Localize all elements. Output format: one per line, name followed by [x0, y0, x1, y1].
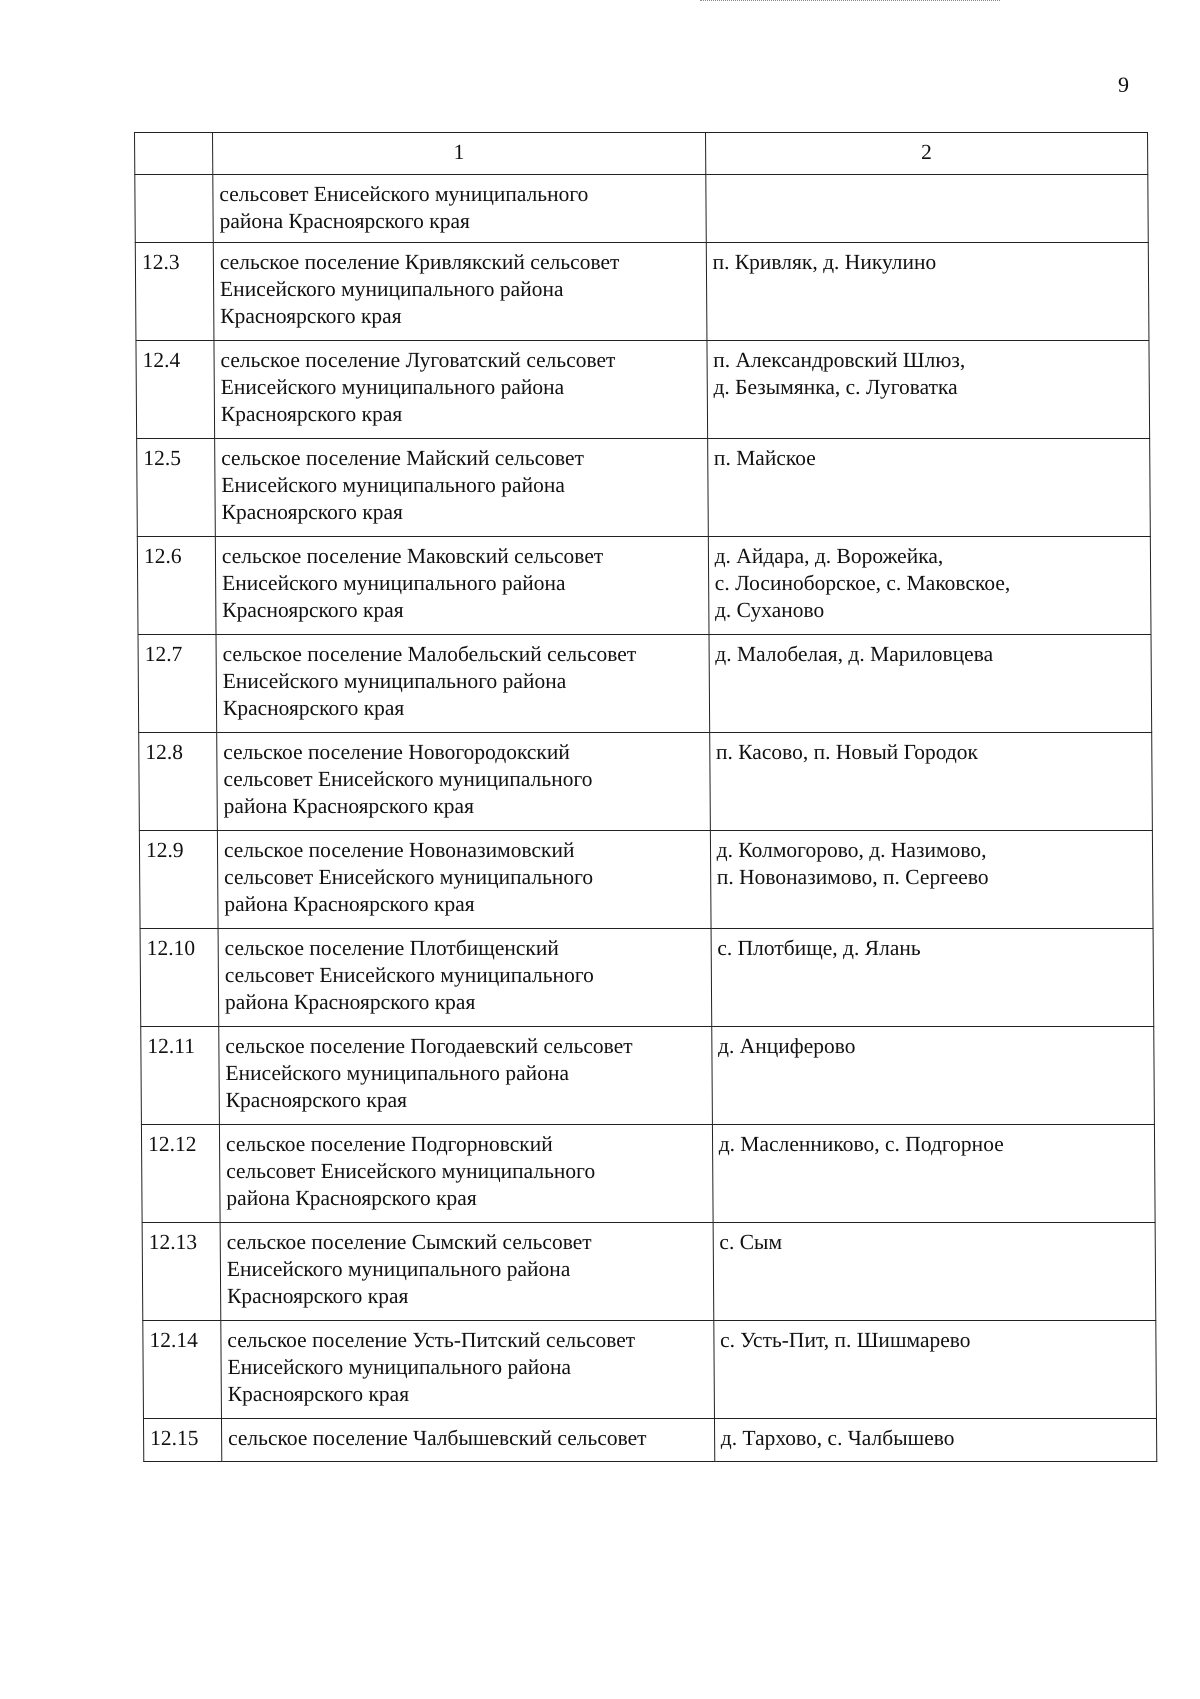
settlement-name-line: Енисейского муниципального района — [221, 571, 566, 595]
settlement-name-line: Енисейского муниципального района — [222, 669, 567, 693]
table-row — [140, 929, 1154, 1027]
locality-line: д. Айдара, д. Ворожейка, — [714, 544, 944, 568]
table-row — [137, 439, 1151, 537]
settlement-name-line: Красноярского края — [227, 1382, 410, 1406]
localities-cell — [709, 635, 1152, 733]
locality-line: д. Суханово — [714, 598, 825, 622]
settlement-name-line: сельское поселение Майский сельсовет — [221, 446, 585, 470]
header-cell-num — [135, 133, 213, 175]
settlement-name-cell — [217, 831, 710, 929]
table-row — [142, 1223, 1156, 1321]
settlement-name-line: Красноярского края — [222, 598, 404, 622]
settlement-name-line: сельское поселение Погодаевский сельсовет — [225, 1034, 633, 1058]
settlement-name-line: сельсовет Енисейского муниципального — [224, 963, 594, 987]
locality-line: п. Касово, п. Новый Городок — [715, 740, 978, 764]
settlement-name-cell — [217, 733, 710, 831]
table-row — [141, 1125, 1155, 1223]
localities-cell — [713, 1223, 1156, 1321]
locality-line: п. Кривляк, д. Никулино — [712, 250, 937, 274]
localities-cell — [711, 1027, 1154, 1125]
settlement-name-line: сельское поселение Луговатский сельсовет — [220, 348, 616, 372]
settlement-name-cell — [213, 175, 706, 243]
row-number: 12.10 — [140, 929, 219, 1027]
settlement-name-line: Енисейского муниципального района — [219, 277, 564, 301]
localities-cell — [709, 733, 1152, 831]
settlement-name-line: сельсовет Енисейского муниципального — [223, 767, 593, 791]
settlement-name-line: сельское поселение Усть-Питский сельсовет — [227, 1328, 636, 1352]
settlement-name-cell — [221, 1321, 714, 1419]
settlement-name-cell — [214, 341, 707, 439]
settlement-name-cell — [215, 439, 708, 537]
table-row — [139, 831, 1153, 929]
locality-line: п. Александровский Шлюз, — [713, 348, 966, 372]
row-number: 12.11 — [141, 1027, 220, 1125]
table-row — [143, 1419, 1156, 1462]
row-number: 12.15 — [143, 1419, 221, 1462]
settlement-name-line: сельское поселение Новогородокский — [223, 740, 570, 764]
row-number — [135, 175, 213, 243]
table-row — [143, 1321, 1157, 1419]
settlement-name-line: Красноярского края — [220, 304, 402, 328]
settlement-name-line: сельское поселение Новоназимовский — [223, 838, 575, 862]
locality-line: д. Безымянка, с. Луговатка — [713, 375, 958, 399]
localities-cell — [705, 175, 1148, 243]
localities-cell — [707, 439, 1150, 537]
settlement-name-line: Красноярского края — [220, 402, 403, 426]
settlement-name-line: сельское поселение Маковский сельсовет — [221, 544, 604, 568]
localities-cell — [708, 537, 1151, 635]
settlement-name-cell — [213, 243, 706, 341]
settlement-name-line: сельсовет Енисейского муниципального — [224, 865, 594, 889]
settlement-name-cell — [220, 1223, 713, 1321]
settlement-name-line: района Красноярского края — [224, 990, 476, 1014]
settlement-name-line: сельское поселение Чалбышевский сельсовет — [227, 1426, 647, 1450]
table-row — [135, 175, 1148, 243]
localities-cell — [710, 831, 1153, 929]
settlement-name-line: района Красноярского края — [226, 1186, 477, 1210]
row-number: 12.13 — [142, 1223, 221, 1321]
row-number: 12.14 — [143, 1321, 222, 1419]
settlement-name-cell — [218, 929, 711, 1027]
header-cell-1: 1 — [212, 133, 705, 175]
settlement-name-line: Енисейского муниципального района — [225, 1061, 570, 1085]
table-row — [138, 635, 1152, 733]
locality-line: п. Новоназимово, п. Сергеево — [716, 865, 989, 889]
settlements-table — [134, 132, 1157, 1462]
row-number: 12.8 — [139, 733, 218, 831]
localities-cell — [706, 243, 1149, 341]
locality-line: д. Масленниково, с. Подгорное — [718, 1132, 1004, 1156]
settlement-name-line: сельское поселение Плотбищенский — [224, 936, 559, 960]
settlement-name-cell — [215, 537, 708, 635]
locality-line: с. Сым — [719, 1230, 783, 1254]
locality-line: д. Колмогорово, д. Назимово, — [716, 838, 987, 862]
row-number: 12.5 — [137, 439, 216, 537]
table-row — [137, 537, 1151, 635]
settlement-name-line: сельсовет Енисейского муниципального — [226, 1159, 596, 1183]
settlement-name-line: Енисейского муниципального района — [226, 1257, 571, 1281]
settlement-name-line: района Красноярского края — [223, 794, 475, 818]
settlement-name-cell — [219, 1027, 712, 1125]
header-cell-2: 2 — [705, 133, 1148, 175]
settlement-name-line: района Красноярского края — [224, 892, 475, 916]
settlement-name-cell — [216, 635, 709, 733]
settlement-name-line: сельское поселение Сымский сельсовет — [226, 1230, 592, 1254]
row-number: 12.4 — [136, 341, 215, 439]
table-row — [139, 733, 1153, 831]
settlement-name-line: района Красноярского края — [219, 209, 470, 233]
row-number: 12.6 — [137, 537, 216, 635]
locality-line: д. Анциферово — [717, 1034, 856, 1058]
locality-line: п. Майское — [713, 446, 816, 470]
settlement-name-line: Енисейского муниципального района — [220, 375, 565, 399]
locality-line: д. Тархово, с. Чалбышево — [720, 1426, 955, 1450]
table-row — [135, 243, 1149, 341]
settlement-name-line: Енисейского муниципального района — [221, 473, 565, 497]
row-number: 12.9 — [139, 831, 218, 929]
settlement-name-line: Енисейского муниципального района — [227, 1355, 572, 1379]
page-number: 9 — [1118, 72, 1129, 97]
localities-cell — [714, 1419, 1157, 1462]
table-row — [136, 341, 1150, 439]
table-header-row — [135, 133, 1148, 175]
scan-artifact — [700, 0, 1000, 7]
settlement-name-line: сельсовет Енисейского муниципального — [219, 182, 589, 206]
table-row — [141, 1027, 1155, 1125]
locality-line: с. Плотбище, д. Ялань — [717, 936, 921, 960]
localities-cell — [713, 1321, 1156, 1419]
settlement-name-cell — [219, 1125, 712, 1223]
locality-line: с. Лосиноборское, с. Маковское, — [714, 571, 1011, 595]
settlement-name-line: сельское поселение Малобельский сельсовет — [222, 642, 637, 666]
localities-cell — [712, 1125, 1155, 1223]
settlement-name-line: Красноярского края — [226, 1284, 409, 1308]
locality-line: д. Малобелая, д. Мариловцева — [715, 642, 994, 666]
locality-line: с. Усть-Пит, п. Шишмарево — [719, 1328, 971, 1352]
settlement-name-line: сельское поселение Кривлякский сельсовет — [219, 250, 620, 274]
row-number: 12.3 — [135, 243, 214, 341]
localities-cell — [707, 341, 1150, 439]
row-number: 12.12 — [141, 1125, 220, 1223]
settlement-name-line: сельское поселение Подгорновский — [225, 1132, 553, 1156]
settlement-name-line: Красноярского края — [221, 500, 403, 524]
settlement-name-line: Красноярского края — [222, 696, 405, 720]
localities-cell — [711, 929, 1154, 1027]
settlement-name-cell — [221, 1419, 714, 1462]
settlement-name-line: Красноярского края — [225, 1088, 408, 1112]
row-number: 12.7 — [138, 635, 217, 733]
